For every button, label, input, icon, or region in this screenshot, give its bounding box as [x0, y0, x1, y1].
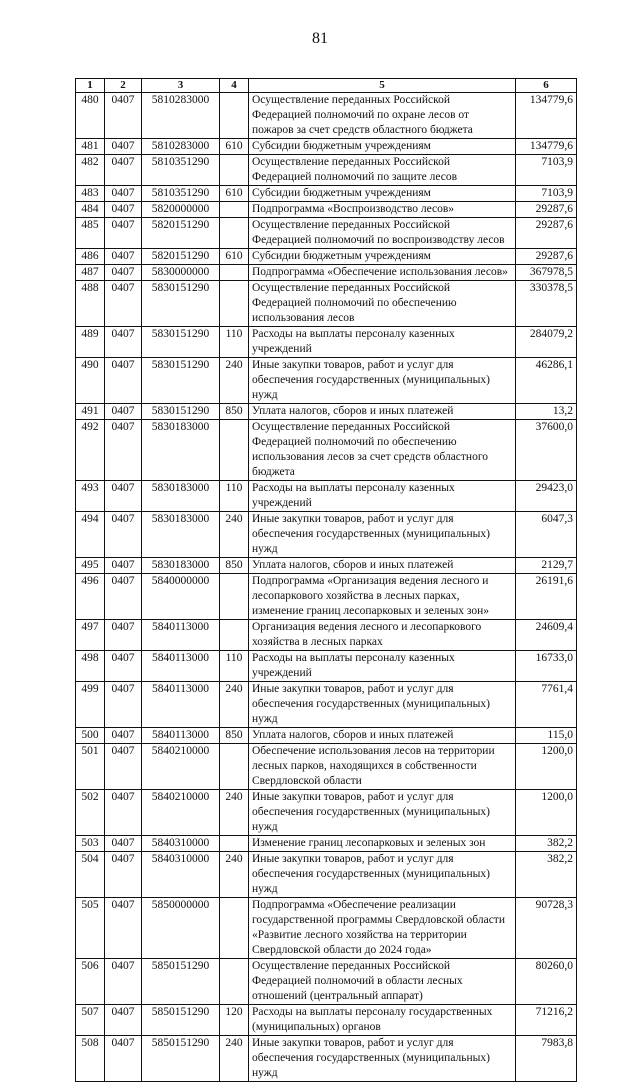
row-number-cell: 496 [76, 574, 105, 620]
target-article-code-cell: 5840210000 [142, 790, 220, 836]
header-col-2: 2 [105, 79, 142, 93]
section-code-cell: 0407 [105, 404, 142, 420]
target-article-code-cell: 5840113000 [142, 651, 220, 682]
table-row [76, 186, 577, 202]
table-body [76, 93, 577, 1082]
table-row [76, 265, 577, 281]
row-number-cell: 503 [76, 836, 105, 852]
expense-type-code-cell: 240 [220, 790, 249, 836]
table-header-row [76, 79, 577, 93]
amount-cell: 134779,6 [516, 139, 577, 155]
target-article-code-cell: 5840113000 [142, 620, 220, 651]
target-article-code-cell: 5830151290 [142, 281, 220, 327]
expense-type-code-cell: 610 [220, 186, 249, 202]
amount-cell: 90728,3 [516, 898, 577, 959]
target-article-code-cell: 5840210000 [142, 744, 220, 790]
expense-type-code-cell: 110 [220, 481, 249, 512]
target-article-code-cell: 5840000000 [142, 574, 220, 620]
amount-cell: 7761,4 [516, 682, 577, 728]
item-name-cell: Подпрограмма «Обеспечение использования лесов» [249, 265, 516, 281]
row-number-cell: 488 [76, 281, 105, 327]
section-code-cell: 0407 [105, 852, 142, 898]
section-code-cell: 0407 [105, 744, 142, 790]
row-number-cell: 505 [76, 898, 105, 959]
amount-cell: 29287,6 [516, 202, 577, 218]
section-code-cell: 0407 [105, 558, 142, 574]
table-row [76, 1005, 577, 1036]
section-code-cell: 0407 [105, 574, 142, 620]
table-row [76, 249, 577, 265]
header-col-5: 5 [249, 79, 516, 93]
expense-type-code-cell: 610 [220, 139, 249, 155]
amount-cell: 7983,8 [516, 1036, 577, 1082]
table-row [76, 155, 577, 186]
target-article-code-cell: 5830183000 [142, 481, 220, 512]
section-code-cell: 0407 [105, 728, 142, 744]
section-code-cell: 0407 [105, 790, 142, 836]
table-row [76, 959, 577, 1005]
amount-cell: 37600,0 [516, 420, 577, 481]
page-number: 81 [312, 30, 328, 47]
expense-type-code-cell [220, 202, 249, 218]
table-row [76, 202, 577, 218]
amount-cell: 2129,7 [516, 558, 577, 574]
table-row [76, 790, 577, 836]
amount-cell: 16733,0 [516, 651, 577, 682]
target-article-code-cell: 5850000000 [142, 898, 220, 959]
row-number-cell: 498 [76, 651, 105, 682]
row-number-cell: 491 [76, 404, 105, 420]
row-number-cell: 502 [76, 790, 105, 836]
item-name-cell: Подпрограмма «Организация ведения лесного и лесопаркового хозяйства в лесных парках, изменение границ лесопарковых и зеленых зон» [249, 574, 516, 620]
table-row [76, 651, 577, 682]
section-code-cell: 0407 [105, 959, 142, 1005]
amount-cell: 29287,6 [516, 218, 577, 249]
target-article-code-cell: 5830151290 [142, 404, 220, 420]
section-code-cell: 0407 [105, 898, 142, 959]
expense-type-code-cell [220, 574, 249, 620]
row-number-cell: 500 [76, 728, 105, 744]
section-code-cell: 0407 [105, 218, 142, 249]
target-article-code-cell: 5840310000 [142, 852, 220, 898]
expense-type-code-cell [220, 218, 249, 249]
section-code-cell: 0407 [105, 186, 142, 202]
expense-type-code-cell: 240 [220, 512, 249, 558]
header-col-1: 1 [76, 79, 105, 93]
item-name-cell: Уплата налогов, сборов и иных платежей [249, 404, 516, 420]
target-article-code-cell: 5830151290 [142, 327, 220, 358]
amount-cell: 284079,2 [516, 327, 577, 358]
item-name-cell: Организация ведения лесного и лесопаркового хозяйства в лесных парках [249, 620, 516, 651]
target-article-code-cell: 5830151290 [142, 358, 220, 404]
item-name-cell: Осуществление переданных Российской Федерацией полномочий по защите лесов [249, 155, 516, 186]
table-row [76, 218, 577, 249]
item-name-cell: Расходы на выплаты персоналу казенных учреждений [249, 651, 516, 682]
amount-cell: 80260,0 [516, 959, 577, 1005]
item-name-cell: Субсидии бюджетным учреждениям [249, 186, 516, 202]
table-row [76, 852, 577, 898]
item-name-cell: Расходы на выплаты персоналу государственных (муниципальных) органов [249, 1005, 516, 1036]
row-number-cell: 497 [76, 620, 105, 651]
amount-cell: 26191,6 [516, 574, 577, 620]
item-name-cell: Субсидии бюджетным учреждениям [249, 249, 516, 265]
row-number-cell: 507 [76, 1005, 105, 1036]
table-row [76, 574, 577, 620]
table-row [76, 481, 577, 512]
row-number-cell: 508 [76, 1036, 105, 1082]
item-name-cell: Иные закупки товаров, работ и услуг для обеспечения государственных (муниципальных) нужд [249, 682, 516, 728]
item-name-cell: Иные закупки товаров, работ и услуг для обеспечения государственных (муниципальных) нужд [249, 358, 516, 404]
budget-table [75, 78, 577, 1082]
expense-type-code-cell: 850 [220, 558, 249, 574]
amount-cell: 6047,3 [516, 512, 577, 558]
expense-type-code-cell: 110 [220, 327, 249, 358]
table-row [76, 327, 577, 358]
section-code-cell: 0407 [105, 420, 142, 481]
item-name-cell: Осуществление переданных Российской Федерацией полномочий в области лесных отношений (центральный аппарат) [249, 959, 516, 1005]
item-name-cell: Расходы на выплаты персоналу казенных учреждений [249, 327, 516, 358]
expense-type-code-cell [220, 265, 249, 281]
amount-cell: 382,2 [516, 836, 577, 852]
section-code-cell: 0407 [105, 682, 142, 728]
target-article-code-cell: 5850151290 [142, 1005, 220, 1036]
row-number-cell: 499 [76, 682, 105, 728]
expense-type-code-cell [220, 898, 249, 959]
item-name-cell: Подпрограмма «Воспроизводство лесов» [249, 202, 516, 218]
target-article-code-cell: 5840113000 [142, 728, 220, 744]
section-code-cell: 0407 [105, 620, 142, 651]
table-row [76, 281, 577, 327]
expense-type-code-cell [220, 281, 249, 327]
row-number-cell: 483 [76, 186, 105, 202]
target-article-code-cell: 5840113000 [142, 682, 220, 728]
section-code-cell: 0407 [105, 265, 142, 281]
amount-cell: 7103,9 [516, 186, 577, 202]
amount-cell: 382,2 [516, 852, 577, 898]
target-article-code-cell: 5830183000 [142, 512, 220, 558]
amount-cell: 13,2 [516, 404, 577, 420]
amount-cell: 7103,9 [516, 155, 577, 186]
target-article-code-cell: 5810351290 [142, 186, 220, 202]
section-code-cell: 0407 [105, 512, 142, 558]
row-number-cell: 484 [76, 202, 105, 218]
item-name-cell: Иные закупки товаров, работ и услуг для обеспечения государственных (муниципальных) нужд [249, 852, 516, 898]
expense-type-code-cell: 240 [220, 1036, 249, 1082]
amount-cell: 367978,5 [516, 265, 577, 281]
row-number-cell: 481 [76, 139, 105, 155]
expense-type-code-cell: 610 [220, 249, 249, 265]
item-name-cell: Осуществление переданных Российской Федерацией полномочий по охране лесов от пожаров за счет средств областного бюджета [249, 93, 516, 139]
row-number-cell: 486 [76, 249, 105, 265]
expense-type-code-cell: 850 [220, 728, 249, 744]
row-number-cell: 506 [76, 959, 105, 1005]
expense-type-code-cell: 110 [220, 651, 249, 682]
expense-type-code-cell [220, 93, 249, 139]
expense-type-code-cell: 850 [220, 404, 249, 420]
target-article-code-cell: 5830183000 [142, 558, 220, 574]
header-col-6: 6 [516, 79, 577, 93]
row-number-cell: 493 [76, 481, 105, 512]
section-code-cell: 0407 [105, 155, 142, 186]
row-number-cell: 504 [76, 852, 105, 898]
item-name-cell: Иные закупки товаров, работ и услуг для обеспечения государственных (муниципальных) нужд [249, 790, 516, 836]
section-code-cell: 0407 [105, 836, 142, 852]
table-row [76, 404, 577, 420]
amount-cell: 29287,6 [516, 249, 577, 265]
section-code-cell: 0407 [105, 139, 142, 155]
item-name-cell: Уплата налогов, сборов и иных платежей [249, 558, 516, 574]
target-article-code-cell: 5830000000 [142, 265, 220, 281]
row-number-cell: 489 [76, 327, 105, 358]
expense-type-code-cell [220, 155, 249, 186]
item-name-cell: Изменение границ лесопарковых и зеленых зон [249, 836, 516, 852]
row-number-cell: 492 [76, 420, 105, 481]
header-col-3: 3 [142, 79, 220, 93]
header-col-4: 4 [220, 79, 249, 93]
table-row [76, 93, 577, 139]
item-name-cell: Подпрограмма «Обеспечение реализации государственной программы Свердловской области «Развитие лесного хозяйства на территории Свердловской области до 2024 года» [249, 898, 516, 959]
section-code-cell: 0407 [105, 202, 142, 218]
table-row [76, 358, 577, 404]
item-name-cell: Осуществление переданных Российской Федерацией полномочий по обеспечению использования лесов за счет средств областного бюджета [249, 420, 516, 481]
item-name-cell: Осуществление переданных Российской Федерацией полномочий по обеспечению использования лесов [249, 281, 516, 327]
item-name-cell: Иные закупки товаров, работ и услуг для обеспечения государственных (муниципальных) нужд [249, 1036, 516, 1082]
target-article-code-cell: 5830183000 [142, 420, 220, 481]
table-row [76, 682, 577, 728]
amount-cell: 134779,6 [516, 93, 577, 139]
table-row [76, 836, 577, 852]
target-article-code-cell: 5810283000 [142, 93, 220, 139]
section-code-cell: 0407 [105, 327, 142, 358]
amount-cell: 46286,1 [516, 358, 577, 404]
table-row [76, 512, 577, 558]
table-row [76, 420, 577, 481]
section-code-cell: 0407 [105, 651, 142, 682]
item-name-cell: Уплата налогов, сборов и иных платежей [249, 728, 516, 744]
expense-type-code-cell: 240 [220, 682, 249, 728]
target-article-code-cell: 5850151290 [142, 1036, 220, 1082]
expense-type-code-cell [220, 836, 249, 852]
item-name-cell: Иные закупки товаров, работ и услуг для обеспечения государственных (муниципальных) нужд [249, 512, 516, 558]
expense-type-code-cell [220, 620, 249, 651]
amount-cell: 24609,4 [516, 620, 577, 651]
row-number-cell: 480 [76, 93, 105, 139]
table-row [76, 558, 577, 574]
row-number-cell: 487 [76, 265, 105, 281]
amount-cell: 71216,2 [516, 1005, 577, 1036]
row-number-cell: 482 [76, 155, 105, 186]
target-article-code-cell: 5820151290 [142, 218, 220, 249]
row-number-cell: 485 [76, 218, 105, 249]
item-name-cell: Субсидии бюджетным учреждениям [249, 139, 516, 155]
amount-cell: 1200,0 [516, 744, 577, 790]
section-code-cell: 0407 [105, 1005, 142, 1036]
table-row [76, 620, 577, 651]
target-article-code-cell: 5820151290 [142, 249, 220, 265]
item-name-cell: Обеспечение использования лесов на территории лесных парков, находящихся в собственности Свердловской области [249, 744, 516, 790]
target-article-code-cell: 5820000000 [142, 202, 220, 218]
expense-type-code-cell: 120 [220, 1005, 249, 1036]
section-code-cell: 0407 [105, 93, 142, 139]
target-article-code-cell: 5840310000 [142, 836, 220, 852]
section-code-cell: 0407 [105, 1036, 142, 1082]
expense-type-code-cell: 240 [220, 852, 249, 898]
amount-cell: 1200,0 [516, 790, 577, 836]
table-row [76, 1036, 577, 1082]
item-name-cell: Расходы на выплаты персоналу казенных учреждений [249, 481, 516, 512]
section-code-cell: 0407 [105, 281, 142, 327]
amount-cell: 29423,0 [516, 481, 577, 512]
section-code-cell: 0407 [105, 481, 142, 512]
row-number-cell: 501 [76, 744, 105, 790]
amount-cell: 115,0 [516, 728, 577, 744]
target-article-code-cell: 5810351290 [142, 155, 220, 186]
expense-type-code-cell [220, 744, 249, 790]
target-article-code-cell: 5810283000 [142, 139, 220, 155]
item-name-cell: Осуществление переданных Российской Федерацией полномочий по воспроизводству лесов [249, 218, 516, 249]
section-code-cell: 0407 [105, 358, 142, 404]
expense-type-code-cell [220, 420, 249, 481]
row-number-cell: 494 [76, 512, 105, 558]
amount-cell: 330378,5 [516, 281, 577, 327]
row-number-cell: 495 [76, 558, 105, 574]
expense-type-code-cell [220, 959, 249, 1005]
table-row [76, 728, 577, 744]
table-row [76, 139, 577, 155]
expense-type-code-cell: 240 [220, 358, 249, 404]
row-number-cell: 490 [76, 358, 105, 404]
table-row [76, 744, 577, 790]
target-article-code-cell: 5850151290 [142, 959, 220, 1005]
section-code-cell: 0407 [105, 249, 142, 265]
table-row [76, 898, 577, 959]
